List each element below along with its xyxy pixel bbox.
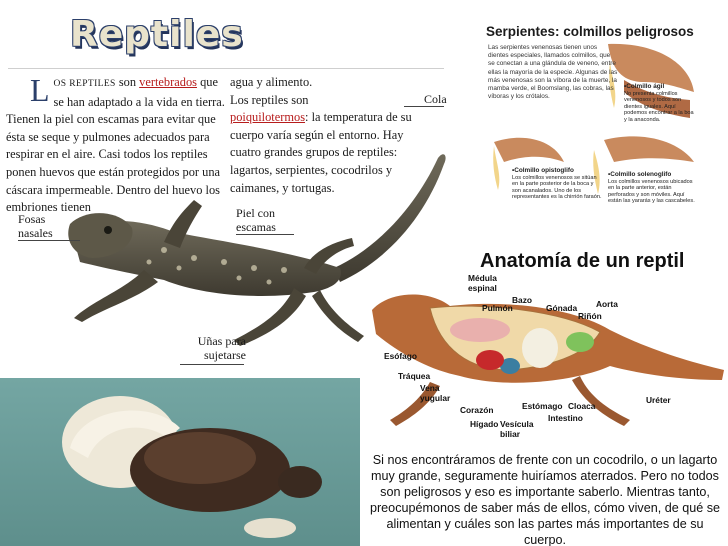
cola-leader-line [404, 106, 444, 107]
title-divider [8, 68, 444, 69]
colmillo-opistoglifo-caption [512, 168, 604, 201]
label-unas: Uñas para sujetarse [197, 334, 246, 362]
colmillo-solenoglifo-text: Los colmillos venenosos ubicados en la parte anterior, están perforados y son móviles. Aquí están las yararás y las cascabeles. [608, 178, 695, 205]
turtle-hatching-illustration [0, 378, 360, 546]
bottom-paragraph: Si nos encontráramos de frente con un cocodrilo, o un lagarto muy grande, seguramente huiríamos aterrados. Pero no todos son peligrosos y eso es importante saberlo. Mientras tanto, preocupémonos de saber más de ellos, cómo viven, de qué se alimentan y cuáles son las partes más importantes de su cuerpo. [369, 453, 721, 546]
fosas-leader-line [18, 240, 80, 241]
right-text-1: agua y alimento. [230, 75, 313, 89]
piel-leader-line [236, 234, 294, 235]
label-esofago: Esófago [384, 351, 418, 361]
colmillo-opistoglifo-text: Los colmillos venenosos se sitúan en la parte posterior de la boca y son acanalados. Uno de los representantes es la chirrión faraón. [512, 174, 602, 201]
label-intestino: Intestino [548, 413, 583, 423]
label-fosas-nasales: Fosas nasales [18, 212, 53, 240]
lead-smallcaps: OS REPTILES [53, 79, 116, 89]
label-pulmon: Pulmón [482, 303, 513, 313]
serpientes-text: Las serpientes venenosas tienen unos dientes especiales, llamados colmillos, que se conectan a una glándula de veneno, entre ellas la mayoría de la especie. Algunas de las más venenosas son la víbora de la muerte, la mamba verde, el Boomslang, las cobras, las víboras y los crótalos. [488, 44, 618, 101]
label-aorta: Aorta [596, 299, 618, 309]
label-cloaca: Cloaca [568, 401, 596, 411]
unas-leader-line [180, 364, 244, 365]
label-traquea: Tráquea [398, 371, 431, 381]
label-higado: Hígado [470, 419, 499, 429]
page-title: Reptiles [70, 14, 244, 55]
lead-son: son [115, 75, 140, 89]
drop-cap: L [30, 72, 50, 108]
colmillo-agil-text: No presenta colmillos venenosos y todos son dientes iguales. Aquí podemos encontrar a la boa y la anaconda. [624, 90, 694, 123]
label-vesicula: Vesícula biliar [500, 419, 534, 439]
left-body-text: que se han adaptado a la vida en tierra. Tienen la piel con escamas para evitar que ésta se seque y pulmones adecuados para respirar en el aire. Casi todos los reptiles ponen huevos que están protegidos por una cáscara impermeable. Dentro del huevo los embriones tienen [6, 75, 225, 215]
label-gonada: Gónada [546, 303, 578, 313]
link-poiquilotermos[interactable]: poiquilotermos [230, 110, 306, 125]
label-estomago: Estómago [522, 401, 563, 411]
anatomia-title: Anatomía de un reptil [480, 250, 685, 272]
link-vertebrados[interactable]: vertebrados [139, 75, 197, 89]
label-corazon: Corazón [460, 405, 494, 415]
serpientes-title: Serpientes: colmillos peligrosos [486, 24, 694, 39]
label-vena-yugular: Vena yugular [420, 383, 451, 403]
label-rinon: Riñón [578, 311, 602, 321]
colmillo-agil-caption [624, 84, 694, 124]
label-medula: Médula espinal [468, 273, 497, 293]
label-bazo: Bazo [512, 295, 533, 305]
colmillo-agil-title: •Colmillo ágil [624, 83, 665, 90]
right-text-2: Los reptiles son [230, 92, 309, 107]
label-ureter: Uréter [646, 395, 671, 405]
right-text-3: : la temperatura de su cuerpo varía según el entorno. Hay cuatro grandes grupos de reptiles: lagartos, serpientes, cocodrilos y caimanes, y tortugas. [230, 110, 412, 195]
turtle-hatching-photo [0, 378, 360, 546]
colmillo-solenoglifo-caption [608, 172, 698, 205]
label-cola: Cola [424, 92, 447, 106]
label-piel-escamas: Piel con escamas [236, 206, 276, 234]
colmillo-opistoglifo-title: •Colmillo opistoglifo [512, 167, 574, 174]
colmillo-solenoglifo-title: •Colmillo solenoglifo [608, 171, 672, 178]
